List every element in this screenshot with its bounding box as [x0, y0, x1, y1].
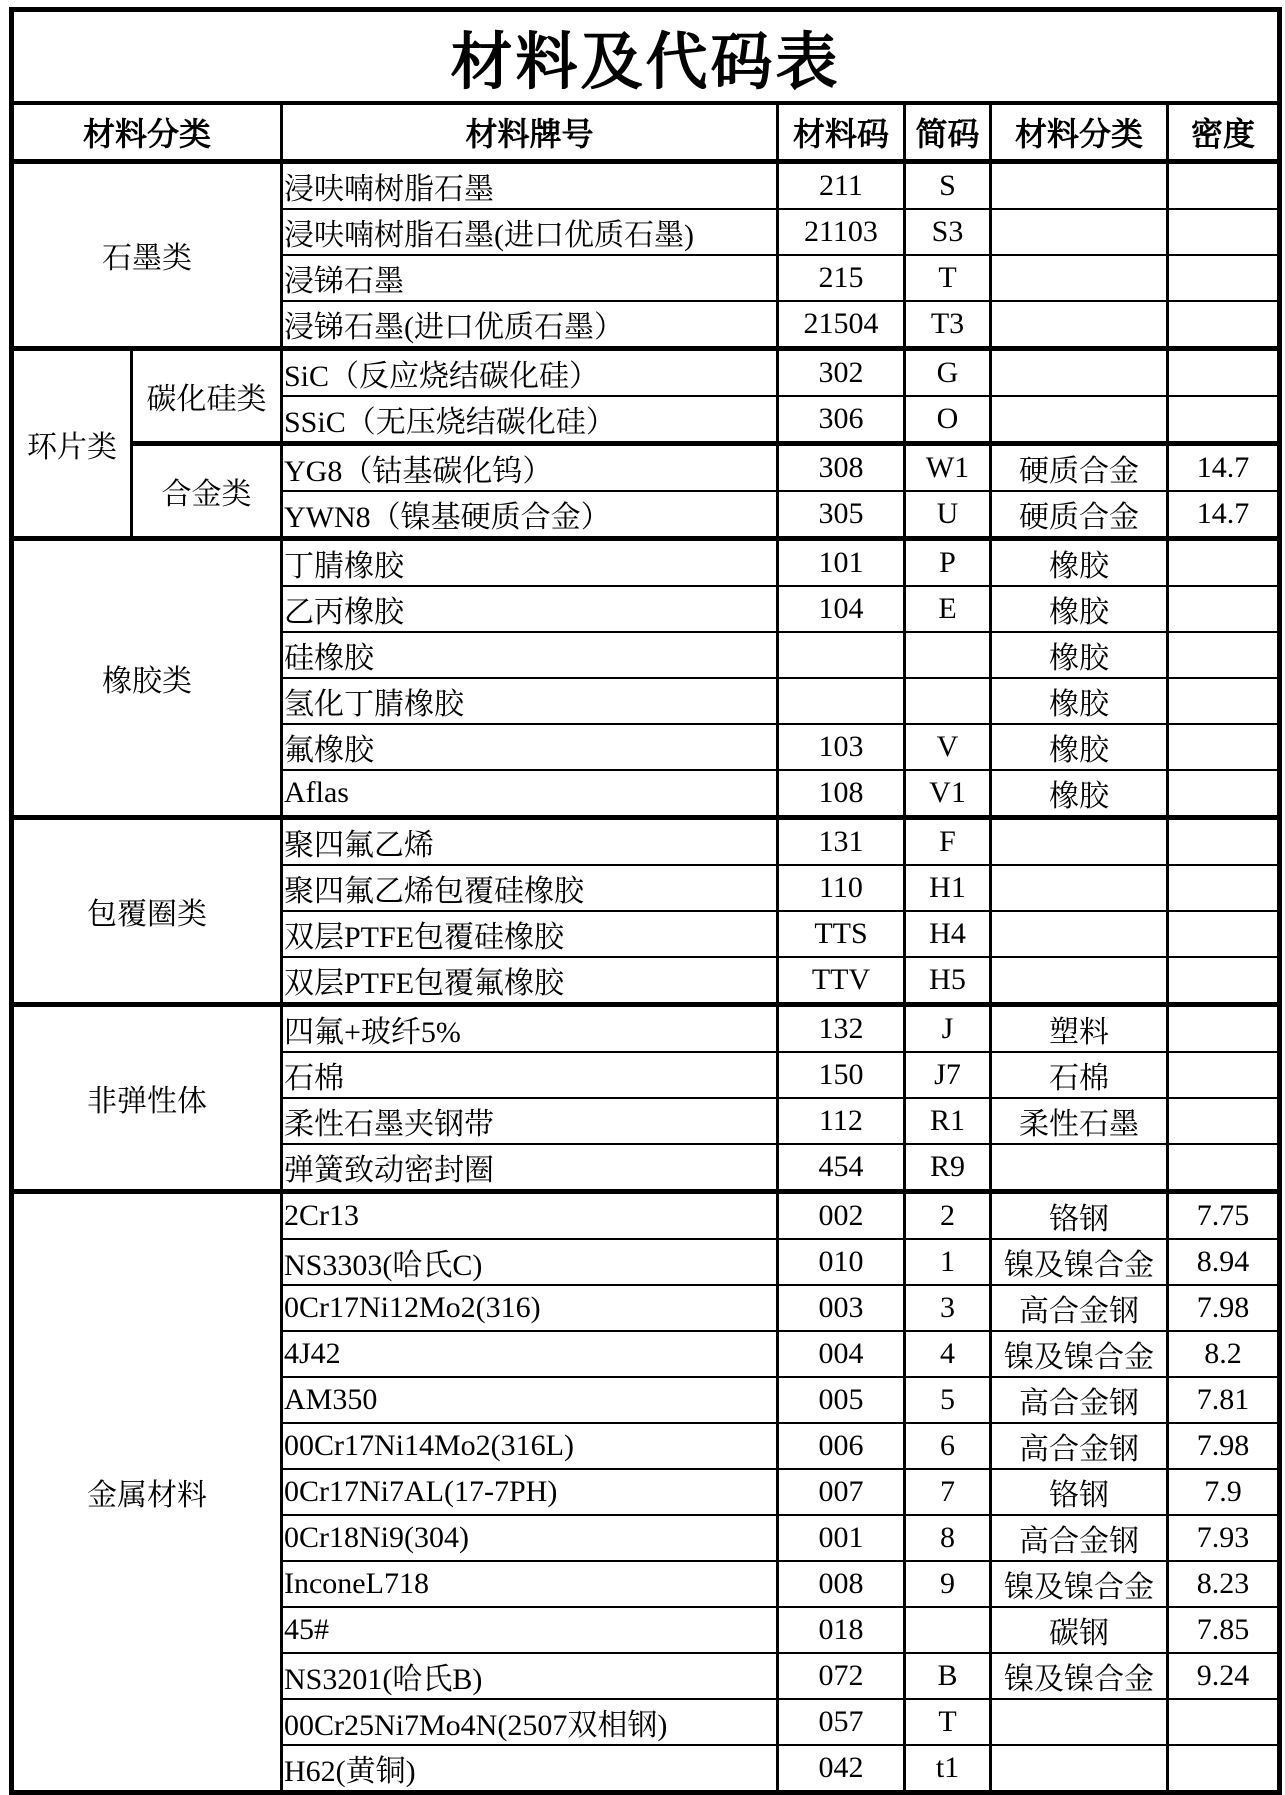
grade-cell: 浸呋喃树脂石墨: [282, 162, 778, 210]
col-header-code: 材料码: [778, 103, 905, 162]
col-header-grade: 材料牌号: [282, 103, 778, 162]
short-code-cell: 1: [905, 1239, 991, 1285]
short-code-cell: V: [905, 724, 991, 770]
short-code-cell: S: [905, 162, 991, 210]
category-cell: 铬钢: [991, 1192, 1168, 1240]
density-cell: [1168, 770, 1280, 818]
code-cell: 002: [778, 1192, 905, 1240]
category-cell: 高合金钢: [991, 1285, 1168, 1331]
code-cell: 308: [778, 444, 905, 492]
code-cell: 101: [778, 539, 905, 587]
density-cell: 7.98: [1168, 1423, 1280, 1469]
density-cell: [1168, 678, 1280, 724]
grade-cell: 00Cr17Ni14Mo2(316L): [282, 1423, 778, 1469]
grade-cell: H62(黄铜): [282, 1745, 778, 1793]
subgroup-label-alloy: 合金类: [132, 444, 282, 539]
short-code-cell: T: [905, 1699, 991, 1745]
density-cell: [1168, 396, 1280, 444]
short-code-cell: 3: [905, 1285, 991, 1331]
grade-cell: 四氟+玻纤5%: [282, 1005, 778, 1053]
grade-cell: 2Cr13: [282, 1192, 778, 1240]
density-cell: [1168, 586, 1280, 632]
subgroup-label-sic: 碳化硅类: [132, 349, 282, 444]
density-cell: [1168, 162, 1280, 210]
density-cell: [1168, 632, 1280, 678]
short-code-cell: F: [905, 818, 991, 866]
grade-cell: NS3303(哈氏C): [282, 1239, 778, 1285]
grade-cell: 0Cr18Ni9(304): [282, 1515, 778, 1561]
code-cell: 057: [778, 1699, 905, 1745]
density-cell: [1168, 957, 1280, 1005]
code-cell: 131: [778, 818, 905, 866]
category-cell: [991, 396, 1168, 444]
short-code-cell: S3: [905, 209, 991, 255]
category-cell: 镍及镍合金: [991, 1239, 1168, 1285]
code-cell: 454: [778, 1144, 905, 1192]
category-cell: [991, 209, 1168, 255]
category-cell: 高合金钢: [991, 1423, 1168, 1469]
density-cell: 7.93: [1168, 1515, 1280, 1561]
grade-cell: Aflas: [282, 770, 778, 818]
short-code-cell: P: [905, 539, 991, 587]
category-cell: 柔性石墨: [991, 1098, 1168, 1144]
density-cell: [1168, 255, 1280, 301]
code-cell: 005: [778, 1377, 905, 1423]
code-cell: 302: [778, 349, 905, 397]
grade-cell: 0Cr17Ni12Mo2(316): [282, 1285, 778, 1331]
density-cell: 7.98: [1168, 1285, 1280, 1331]
grade-cell: 弹簧致动密封圈: [282, 1144, 778, 1192]
density-cell: [1168, 301, 1280, 349]
category-cell: 塑料: [991, 1005, 1168, 1053]
short-code-cell: R1: [905, 1098, 991, 1144]
density-cell: [1168, 1144, 1280, 1192]
group-label-ring: 环片类: [12, 349, 132, 539]
header-row: [12, 103, 1280, 162]
grade-cell: 浸锑石墨: [282, 255, 778, 301]
category-cell: 碳钢: [991, 1607, 1168, 1653]
category-cell: 镍及镍合金: [991, 1653, 1168, 1699]
table-row: [12, 1192, 1280, 1240]
code-cell: TTS: [778, 911, 905, 957]
short-code-cell: E: [905, 586, 991, 632]
grade-cell: NS3201(哈氏B): [282, 1653, 778, 1699]
category-cell: [991, 1144, 1168, 1192]
category-cell: 硬质合金: [991, 444, 1168, 492]
col-header-short: 简码: [905, 103, 991, 162]
group-label-non-elastomer: 非弹性体: [12, 1005, 282, 1192]
density-cell: 7.85: [1168, 1607, 1280, 1653]
grade-cell: 双层PTFE包覆硅橡胶: [282, 911, 778, 957]
short-code-cell: 7: [905, 1469, 991, 1515]
short-code-cell: V1: [905, 770, 991, 818]
density-cell: [1168, 865, 1280, 911]
table-row: [12, 349, 1280, 397]
code-cell: 072: [778, 1653, 905, 1699]
code-cell: TTV: [778, 957, 905, 1005]
grade-cell: AM350: [282, 1377, 778, 1423]
density-cell: [1168, 911, 1280, 957]
grade-cell: 0Cr17Ni7AL(17-7PH): [282, 1469, 778, 1515]
category-cell: 橡胶: [991, 724, 1168, 770]
category-cell: [991, 818, 1168, 866]
short-code-cell: G: [905, 349, 991, 397]
category-cell: [991, 255, 1168, 301]
code-cell: 007: [778, 1469, 905, 1515]
grade-cell: 氟橡胶: [282, 724, 778, 770]
category-cell: [991, 911, 1168, 957]
group-label-metal: 金属材料: [12, 1192, 282, 1793]
grade-cell: 双层PTFE包覆氟橡胶: [282, 957, 778, 1005]
category-cell: [991, 162, 1168, 210]
category-cell: 铬钢: [991, 1469, 1168, 1515]
grade-cell: YWN8（镍基硬质合金）: [282, 491, 778, 539]
group-label-graphite: 石墨类: [12, 162, 282, 349]
density-cell: 7.81: [1168, 1377, 1280, 1423]
code-cell: 21103: [778, 209, 905, 255]
code-cell: 006: [778, 1423, 905, 1469]
category-cell: [991, 1699, 1168, 1745]
short-code-cell: t1: [905, 1745, 991, 1793]
table-row: [12, 1005, 1280, 1053]
grade-cell: SSiC（无压烧结碳化硅）: [282, 396, 778, 444]
code-cell: 104: [778, 586, 905, 632]
density-cell: [1168, 1052, 1280, 1098]
category-cell: 橡胶: [991, 678, 1168, 724]
short-code-cell: [905, 678, 991, 724]
short-code-cell: T: [905, 255, 991, 301]
code-cell: [778, 632, 905, 678]
table-row: [12, 444, 1280, 492]
short-code-cell: 5: [905, 1377, 991, 1423]
density-cell: 14.7: [1168, 444, 1280, 492]
category-cell: 高合金钢: [991, 1377, 1168, 1423]
density-cell: [1168, 724, 1280, 770]
grade-cell: 浸锑石墨(进口优质石墨）: [282, 301, 778, 349]
grade-cell: 石棉: [282, 1052, 778, 1098]
code-cell: 001: [778, 1515, 905, 1561]
code-cell: 305: [778, 491, 905, 539]
density-cell: 8.94: [1168, 1239, 1280, 1285]
short-code-cell: R9: [905, 1144, 991, 1192]
code-cell: 008: [778, 1561, 905, 1607]
density-cell: [1168, 818, 1280, 866]
category-cell: [991, 1745, 1168, 1793]
grade-cell: 聚四氟乙烯包覆硅橡胶: [282, 865, 778, 911]
density-cell: [1168, 1098, 1280, 1144]
code-cell: 004: [778, 1331, 905, 1377]
code-cell: 306: [778, 396, 905, 444]
code-cell: 018: [778, 1607, 905, 1653]
grade-cell: 45#: [282, 1607, 778, 1653]
category-cell: [991, 301, 1168, 349]
grade-cell: 丁腈橡胶: [282, 539, 778, 587]
table-row: [12, 162, 1280, 210]
table-row: [12, 539, 1280, 587]
code-cell: 112: [778, 1098, 905, 1144]
category-cell: 镍及镍合金: [991, 1561, 1168, 1607]
short-code-cell: H5: [905, 957, 991, 1005]
category-cell: 高合金钢: [991, 1515, 1168, 1561]
density-cell: [1168, 209, 1280, 255]
short-code-cell: U: [905, 491, 991, 539]
grade-cell: SiC（反应烧结碳化硅）: [282, 349, 778, 397]
category-cell: 橡胶: [991, 632, 1168, 678]
code-cell: 150: [778, 1052, 905, 1098]
short-code-cell: 2: [905, 1192, 991, 1240]
col-header-density: 密度: [1168, 103, 1280, 162]
code-cell: 010: [778, 1239, 905, 1285]
grade-cell: YG8（钴基碳化钨）: [282, 444, 778, 492]
short-code-cell: [905, 1607, 991, 1653]
page-title: 材料及代码表: [12, 10, 1280, 104]
density-cell: 8.2: [1168, 1331, 1280, 1377]
category-cell: [991, 957, 1168, 1005]
density-cell: 14.7: [1168, 491, 1280, 539]
density-cell: [1168, 1005, 1280, 1053]
short-code-cell: H1: [905, 865, 991, 911]
grade-cell: 聚四氟乙烯: [282, 818, 778, 866]
short-code-cell: 8: [905, 1515, 991, 1561]
grade-cell: 乙丙橡胶: [282, 586, 778, 632]
code-cell: 108: [778, 770, 905, 818]
table-row: [12, 818, 1280, 866]
short-code-cell: T3: [905, 301, 991, 349]
grade-cell: 4J42: [282, 1331, 778, 1377]
materials-table: [9, 7, 1282, 1795]
code-cell: 132: [778, 1005, 905, 1053]
short-code-cell: J: [905, 1005, 991, 1053]
density-cell: 9.24: [1168, 1653, 1280, 1699]
category-cell: 橡胶: [991, 539, 1168, 587]
code-cell: 21504: [778, 301, 905, 349]
category-cell: [991, 865, 1168, 911]
code-cell: 211: [778, 162, 905, 210]
density-cell: [1168, 349, 1280, 397]
short-code-cell: [905, 632, 991, 678]
density-cell: 8.23: [1168, 1561, 1280, 1607]
short-code-cell: H4: [905, 911, 991, 957]
code-cell: 110: [778, 865, 905, 911]
grade-cell: 浸呋喃树脂石墨(进口优质石墨): [282, 209, 778, 255]
category-cell: 镍及镍合金: [991, 1331, 1168, 1377]
density-cell: [1168, 1699, 1280, 1745]
code-cell: 103: [778, 724, 905, 770]
category-cell: 硬质合金: [991, 491, 1168, 539]
short-code-cell: O: [905, 396, 991, 444]
grade-cell: InconeL718: [282, 1561, 778, 1607]
col-header-category2: 材料分类: [991, 103, 1168, 162]
category-cell: 橡胶: [991, 586, 1168, 632]
grade-cell: 柔性石墨夹钢带: [282, 1098, 778, 1144]
category-cell: 橡胶: [991, 770, 1168, 818]
density-cell: 7.9: [1168, 1469, 1280, 1515]
short-code-cell: 4: [905, 1331, 991, 1377]
code-cell: 003: [778, 1285, 905, 1331]
grade-cell: 硅橡胶: [282, 632, 778, 678]
col-header-category: 材料分类: [12, 103, 282, 162]
code-cell: [778, 678, 905, 724]
short-code-cell: J7: [905, 1052, 991, 1098]
category-cell: 石棉: [991, 1052, 1168, 1098]
code-cell: 042: [778, 1745, 905, 1793]
short-code-cell: B: [905, 1653, 991, 1699]
code-cell: 215: [778, 255, 905, 301]
group-label-wrap: 包覆圈类: [12, 818, 282, 1005]
grade-cell: 00Cr25Ni7Mo4N(2507双相钢): [282, 1699, 778, 1745]
density-cell: [1168, 539, 1280, 587]
grade-cell: 氢化丁腈橡胶: [282, 678, 778, 724]
density-cell: [1168, 1745, 1280, 1793]
group-label-rubber: 橡胶类: [12, 539, 282, 818]
short-code-cell: W1: [905, 444, 991, 492]
category-cell: [991, 349, 1168, 397]
short-code-cell: 6: [905, 1423, 991, 1469]
short-code-cell: 9: [905, 1561, 991, 1607]
title-row: [12, 10, 1280, 104]
density-cell: 7.75: [1168, 1192, 1280, 1240]
